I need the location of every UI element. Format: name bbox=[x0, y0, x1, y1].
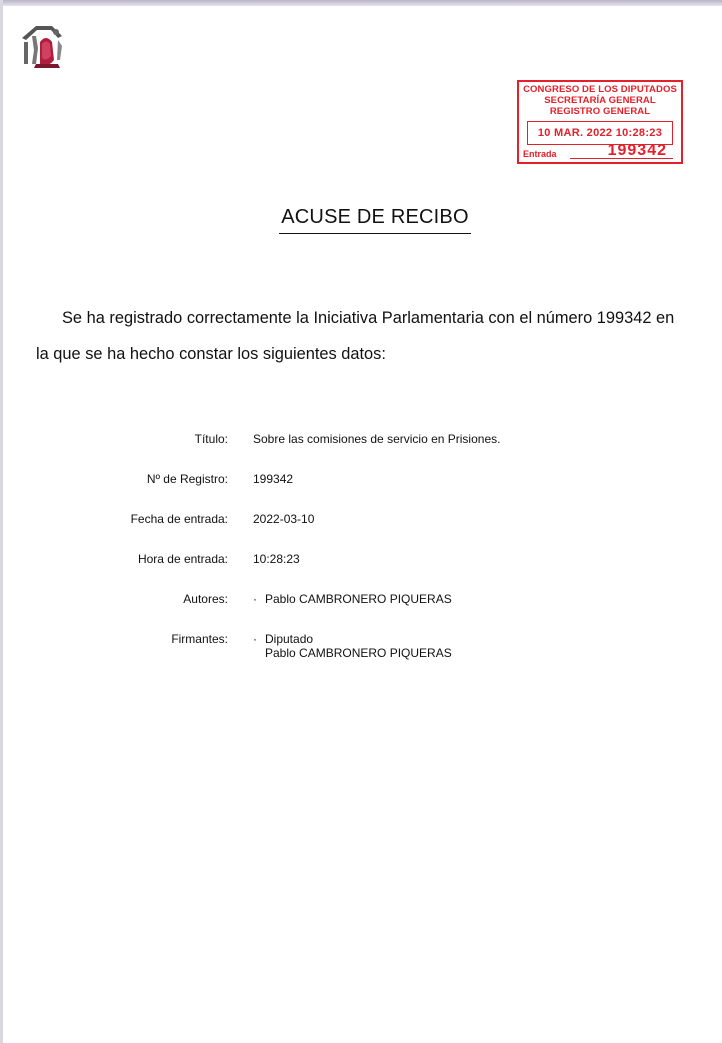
firmante-role: Diputado bbox=[265, 632, 314, 646]
field-value-hora: 10:28:23 bbox=[253, 552, 300, 566]
field-value-autores bbox=[253, 592, 452, 606]
field-row-fecha bbox=[0, 512, 722, 552]
field-row-titulo bbox=[0, 432, 722, 472]
firmante-name: Pablo CAMBRONERO PIQUERAS bbox=[265, 646, 452, 660]
stamp-entry-number: 199342 bbox=[570, 143, 673, 159]
document-title bbox=[0, 206, 722, 234]
stamp-entry-label: Entrada bbox=[523, 149, 557, 159]
stamp-datetime: 10 MAR. 2022 10:28:23 bbox=[527, 121, 673, 145]
field-label-hora: Hora de entrada: bbox=[137, 552, 228, 566]
field-value-firmantes bbox=[253, 632, 452, 660]
field-row-firmantes bbox=[0, 632, 722, 672]
stamp-line-secretaria: SECRETARÍA GENERAL bbox=[544, 95, 656, 106]
field-row-hora bbox=[0, 552, 722, 592]
field-value-fecha: 2022-03-10 bbox=[253, 512, 315, 526]
intro-line-1: Se ha registrado correctamente la Iniciativa Parlamentaria con el número 199342 en bbox=[62, 309, 675, 327]
bullet-firmantes: · bbox=[253, 632, 257, 646]
intro-line-2: la que se ha hecho constar los siguientes datos: bbox=[36, 345, 386, 363]
autor-name: Pablo CAMBRONERO PIQUERAS bbox=[265, 592, 452, 606]
field-label-autores: Autores: bbox=[183, 592, 228, 606]
registration-fields bbox=[0, 432, 722, 672]
field-value-titulo: Sobre las comisiones de servicio en Prisiones. bbox=[253, 432, 501, 446]
registry-stamp bbox=[517, 80, 683, 164]
field-label-fecha: Fecha de entrada: bbox=[130, 512, 228, 526]
intro-paragraph bbox=[36, 300, 722, 372]
stamp-line-registro: REGISTRO GENERAL bbox=[549, 106, 651, 117]
page-top-edge bbox=[0, 0, 722, 6]
field-value-registro: 199342 bbox=[253, 472, 294, 486]
field-row-autores bbox=[0, 592, 722, 632]
field-label-registro: Nº de Registro: bbox=[146, 472, 228, 486]
congreso-logo-icon bbox=[18, 20, 66, 70]
field-label-titulo: Título: bbox=[194, 432, 228, 446]
field-row-registro bbox=[0, 472, 722, 512]
field-label-firmantes: Firmantes: bbox=[171, 632, 228, 646]
stamp-line-congreso: CONGRESO DE LOS DIPUTADOS bbox=[523, 84, 677, 95]
stamp-entry bbox=[523, 142, 673, 159]
bullet-autores: · bbox=[253, 592, 257, 606]
document-title-text: ACUSE DE RECIBO bbox=[279, 206, 470, 234]
